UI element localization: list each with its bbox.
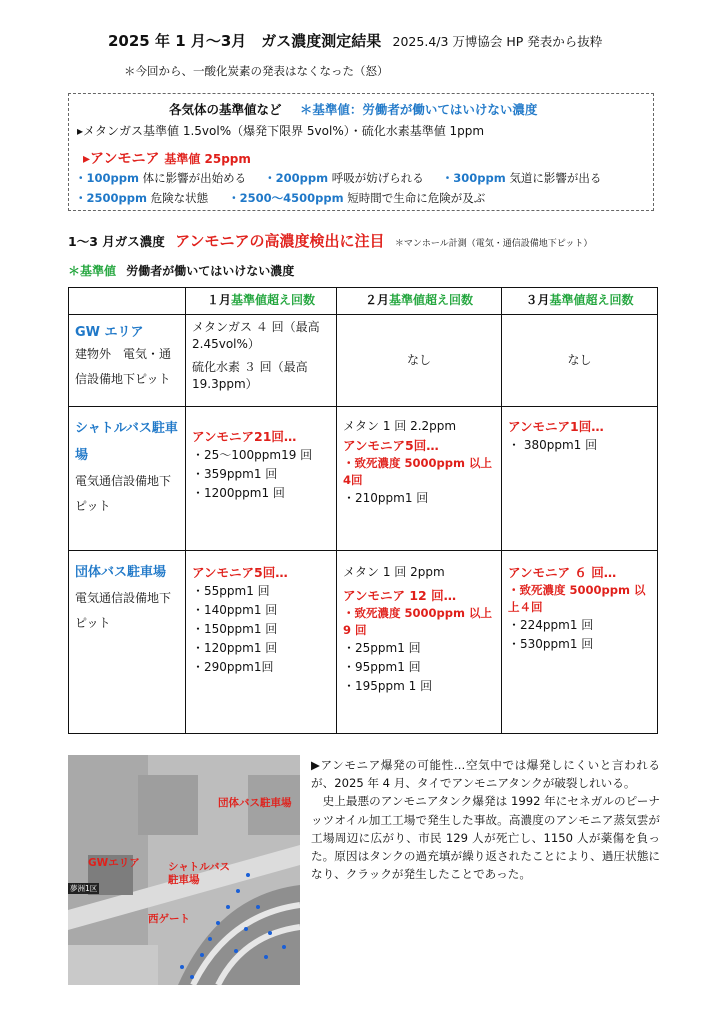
feb-cell: なし xyxy=(337,315,502,407)
methane-h2s-standard: ▸メタンガス基準値 1.5vol%（爆発下限界 5vol%）・硫化水素基準値 1ppm xyxy=(77,124,485,138)
map-label-gw: GWエリア xyxy=(88,857,140,869)
manhole-dot xyxy=(236,889,240,893)
ammonia-levels-row-2: ・2500ppm 危険な状態 ・2500〜4500ppm 短時間で生命に危険が及ぶ xyxy=(75,191,486,205)
map-label-district: 夢洲1区 xyxy=(70,884,98,893)
feb-cell: メタン 1 回 2ppm アンモニア 12 回… ・致死濃度 5000ppm 以上 9 回 ・25ppm1 回 ・95ppm1 回 ・195ppm 1 回 xyxy=(337,551,502,734)
table-header-row xyxy=(69,288,658,315)
ammonia-standard: ▸アンモニア 基準値 25ppm xyxy=(83,151,251,167)
section-note: ＊マンホール計測（電気・通信設備地下ピット） xyxy=(394,239,593,249)
manhole-dot xyxy=(234,949,238,953)
site-map xyxy=(68,755,300,985)
area-cell: 団体バス駐車場 電気通信設備地下ピット xyxy=(69,551,186,734)
manhole-dot xyxy=(216,921,220,925)
manhole-dot xyxy=(226,905,230,909)
jan-cell: メタンガス ４ 回（最高 2.45vol%） 硫化水素 ３ 回（最高 19.3ppm） xyxy=(186,315,337,407)
standards-heading: 各気体の基準値など ＊基準値：労働者が働いてはいけない濃度 xyxy=(169,102,538,117)
manhole-dot xyxy=(246,873,250,877)
area-cell: シャトルバス駐車場 電気通信設備地下ピット xyxy=(69,407,186,551)
table-header-blank xyxy=(69,288,186,315)
mar-cell: アンモニア ６ 回… ・致死濃度 5000ppm 以上４回 ・224ppm1 回 ・530ppm1 回 xyxy=(502,551,658,734)
manhole-dot xyxy=(190,975,194,979)
page-title xyxy=(108,30,602,51)
source-note: 2025.4/3 万博協会 HP 発表から抜粋 xyxy=(392,34,603,49)
article-p2: 史上最悪のアンモニアタンク爆発は 1992 年にセネガルのピーナッツオイル加工工場で発生した事故。高濃度のアンモニア蒸気雲が工場周辺に広がり、市民 129 人が死亡し、1150 人が薬傷を負った。原因はタンクの過充填が繰り返されたことにより、過圧状態になり、クラックが発生したことであった。 xyxy=(311,794,660,882)
gas-table xyxy=(68,287,658,734)
section-heading: 1〜3 月ガス濃度 アンモニアの高濃度検出に注目 ＊マンホール計測（電気・通信設備地下ピット） xyxy=(68,232,593,250)
manhole-dot xyxy=(180,965,184,969)
standard-label: ＊基準値 労働者が働いてはいけない濃度 xyxy=(68,264,295,278)
table-header-jan: １月基準値超え回数 xyxy=(186,288,337,315)
table-row xyxy=(69,407,658,551)
area-cell: GW エリア 建物外 電気・通信設備地下ピット xyxy=(69,315,186,407)
standards-heading-note: ＊基準値：労働者が働いてはいけない濃度 xyxy=(299,102,538,117)
manhole-dot xyxy=(264,955,268,959)
manhole-dot xyxy=(208,937,212,941)
jan-cell: アンモニア21回… ・25〜100ppm19 回 ・359ppm1 回 ・1200ppm1 回 xyxy=(186,407,337,551)
jan-cell: アンモニア5回… ・55ppm1 回 ・140ppm1 回 ・150ppm1 回 ・120ppm1 回 ・290ppm1回 xyxy=(186,551,337,734)
mar-cell: なし xyxy=(502,315,658,407)
mar-cell: アンモニア1回… ・ 380ppm1 回 xyxy=(502,407,658,551)
section-highlight: アンモニアの高濃度検出に注目 xyxy=(175,232,385,250)
manhole-dot xyxy=(200,953,204,957)
map-label-west-gate: 西ゲート xyxy=(148,913,190,925)
article xyxy=(311,756,660,883)
feb-cell: メタン 1 回 2.2ppm アンモニア5回… ・致死濃度 5000ppm 以上 4回 ・210ppm1 回 xyxy=(337,407,502,551)
co-note: ＊今回から、一酸化炭素の発表はなくなった（怒） xyxy=(124,64,389,78)
table-row xyxy=(69,551,658,734)
map-label-group-bus: 団体バス駐車場 xyxy=(218,797,292,809)
manhole-dot xyxy=(256,905,260,909)
ammonia-levels-row-1: ・100ppm 体に影響が出始める ・200ppm 呼吸が妨げられる ・300ppm 気道に影響が出る xyxy=(75,171,602,185)
article-p1: ▶アンモニア爆発の可能性…空気中では爆発しにくいと言われるが、2025 年 4 月、タイでアンモニアタンクが破裂しれいる。 xyxy=(311,758,660,791)
manhole-dot xyxy=(282,945,286,949)
table-header-feb: ２月基準値超え回数 xyxy=(337,288,502,315)
table-header-mar: ３月基準値超え回数 xyxy=(502,288,658,315)
manhole-dot xyxy=(268,931,272,935)
title-text: 2025 年 1 月〜3月 ガス濃度測定結果 xyxy=(108,32,382,50)
standards-box xyxy=(68,93,654,211)
table-row xyxy=(69,315,658,407)
map-label-shuttle: シャトルバス駐車場 xyxy=(168,861,231,886)
manhole-dot xyxy=(244,927,248,931)
